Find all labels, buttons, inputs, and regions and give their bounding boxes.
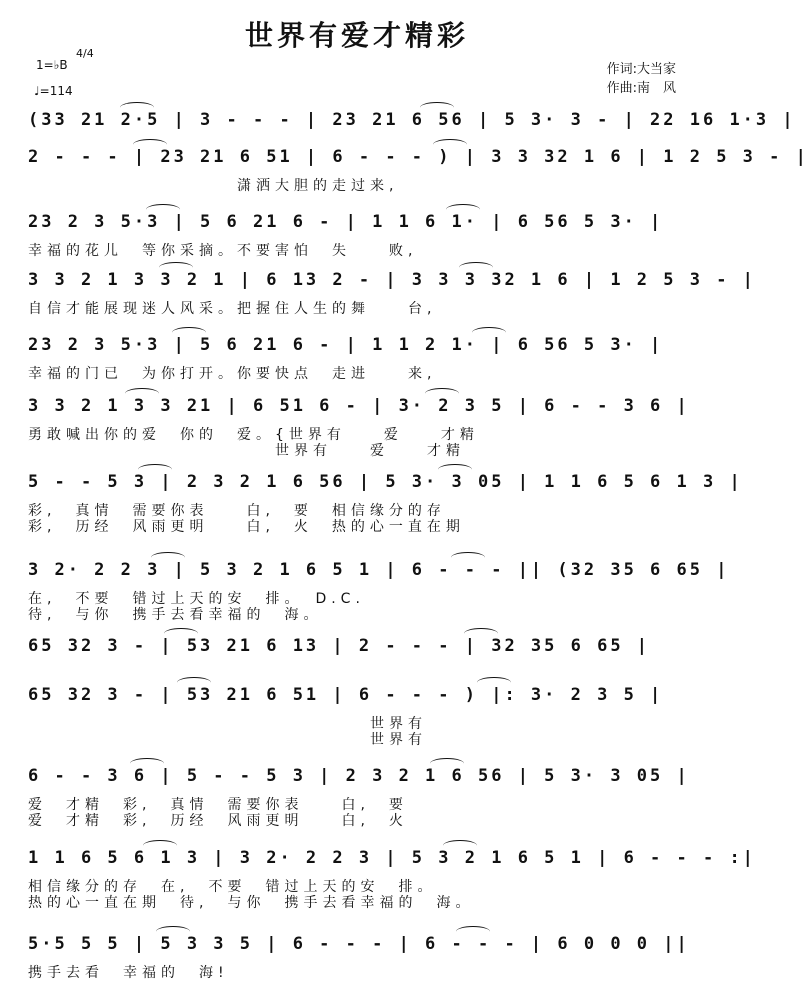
notation-line: 3 2· 2 2 3 | 5 3 2 1 6 5 1 | 6 - - - || (32 35 6 65 | bbox=[28, 560, 730, 580]
score-row bbox=[0, 846, 756, 911]
notation-line: 5·5 5 5 | 5 3 3 5 | 6 - - - | 6 - - - | 6 0 0 0 || bbox=[28, 934, 690, 954]
notation-line: 65 32 3 - | 53 21 6 13 | 2 - - - | 32 35 6 65 | bbox=[28, 636, 651, 656]
slur-mark bbox=[430, 758, 464, 769]
slur-mark bbox=[477, 677, 511, 688]
slur-mark bbox=[459, 262, 493, 273]
notation-line: (33 21 2·5 | 3 - - - | 23 21 6 56 | 5 3· 3 - | 22 16 1·3 | bbox=[28, 110, 796, 130]
notation-line: 23 2 3 5·3 | 5 6 21 6 - | 1 1 6 1· | 6 56 5 3· | bbox=[28, 212, 664, 232]
time-signature-value: 4/4 bbox=[76, 47, 94, 60]
slur-mark bbox=[172, 327, 206, 338]
notation-line: 6 - - 3 6 | 5 - - 5 3 | 2 3 2 1 6 56 | 5 3· 3 05 | bbox=[28, 766, 690, 786]
slur-mark bbox=[464, 628, 498, 639]
key-signature: 1=♭B bbox=[36, 58, 68, 72]
lyric-line: 携手去看 幸福的 海! bbox=[28, 965, 229, 981]
tempo-marking: ♩=114 bbox=[34, 84, 73, 98]
slur-mark bbox=[472, 327, 506, 338]
slur-mark bbox=[151, 552, 185, 563]
score-row bbox=[0, 394, 714, 459]
notation-line: 65 32 3 - | 53 21 6 51 | 6 - - - ) |: 3· 2 3 5 | bbox=[28, 685, 664, 705]
lyric-line: 幸福的门已 为你打开。你要快点 走进 来, bbox=[28, 366, 437, 382]
slur-mark bbox=[130, 758, 164, 769]
score-row bbox=[0, 333, 714, 393]
lyric-line: 自信才能展现迷人风采。把握住人生的舞 台, bbox=[28, 301, 437, 317]
lyric-line: 世界有 bbox=[28, 716, 427, 732]
notation-line: 1 1 6 5 6 1 3 | 3 2· 2 2 3 | 5 3 2 1 6 5 1 | 6 - - - :| bbox=[28, 848, 756, 868]
slur-mark bbox=[133, 139, 167, 150]
slur-mark bbox=[443, 840, 477, 851]
slur-mark bbox=[159, 262, 193, 273]
slur-mark bbox=[446, 204, 480, 215]
lyric-line: 爱 才精 彩, 真情 需要你表 白, 要 bbox=[28, 797, 408, 813]
lyric-line: 世界有 爱 才精 bbox=[28, 443, 465, 459]
slur-mark bbox=[438, 464, 472, 475]
slur-mark bbox=[451, 552, 485, 563]
time-signature bbox=[76, 47, 94, 60]
slur-mark bbox=[120, 102, 154, 113]
lyric-line: 彩, 真情 需要你表 白, 要 相信缘分的存 bbox=[28, 503, 446, 519]
notation-line: 23 2 3 5·3 | 5 6 21 6 - | 1 1 2 1· | 6 56 5 3· | bbox=[28, 335, 664, 355]
slur-mark bbox=[456, 926, 490, 937]
slur-mark bbox=[125, 388, 159, 399]
lyric-line: 彩, 历经 风雨更明 白, 火 热的心一直在期 bbox=[28, 519, 465, 535]
notation-line: 3 3 2 1 3 3 21 | 6 51 6 - | 3· 2 3 5 | 6 - - 3 6 | bbox=[28, 396, 690, 416]
slur-mark bbox=[420, 102, 454, 113]
slur-mark bbox=[433, 139, 467, 150]
score-row bbox=[0, 210, 714, 270]
lyric-line: 勇敢喊出你的爱 你的 爱。{世界有 爱 才精 bbox=[28, 427, 479, 443]
lyricist-credit: 作词:大当家 bbox=[606, 62, 676, 77]
slur-mark bbox=[146, 204, 180, 215]
song-title: 世界有爱才精彩 bbox=[244, 19, 469, 52]
score-row bbox=[0, 145, 809, 205]
lyric-line: 世界有 bbox=[28, 732, 427, 748]
lyric-line: 幸福的花儿 等你采摘。不要害怕 失 败, bbox=[28, 243, 418, 259]
lyric-line: 潇洒大胆的走过来, bbox=[28, 178, 399, 194]
notation-line: 3 3 2 1 3 3 2 1 | 6 13 2 - | 3 3 3 32 1 6 | 1 2 5 3 - | bbox=[28, 270, 756, 290]
score-row bbox=[0, 932, 714, 992]
score-row bbox=[0, 470, 743, 535]
notation-line: 5 - - 5 3 | 2 3 2 1 6 56 | 5 3· 3 05 | 1 1 6 5 6 1 3 | bbox=[28, 472, 743, 492]
score-row bbox=[0, 558, 730, 623]
lyric-line: 待, 与你 携手去看幸福的 海。 bbox=[28, 607, 323, 623]
slur-mark bbox=[156, 926, 190, 937]
slur-mark bbox=[138, 464, 172, 475]
score-row bbox=[0, 764, 714, 829]
slur-mark bbox=[143, 840, 177, 851]
composer-credit: 作曲:南 风 bbox=[606, 81, 676, 96]
lyric-line: 爱 才精 彩, 历经 风雨更明 白, 火 bbox=[28, 813, 408, 829]
notation-line: 2 - - - | 23 21 6 51 | 6 - - - ) | 3 3 32 1 6 | 1 2 5 3 - | bbox=[28, 147, 809, 167]
lyric-line: 热的心一直在期 待, 与你 携手去看幸福的 海。 bbox=[28, 895, 475, 911]
lyric-line: 相信缘分的存 在, 不要 错过上天的安 排。 bbox=[28, 879, 437, 895]
slur-mark bbox=[177, 677, 211, 688]
score-row bbox=[0, 268, 756, 328]
slur-mark bbox=[425, 388, 459, 399]
lyric-line: 在, 不要 错过上天的安 排。 D.C. bbox=[28, 591, 365, 607]
slur-mark bbox=[164, 628, 198, 639]
score-row bbox=[0, 683, 714, 748]
